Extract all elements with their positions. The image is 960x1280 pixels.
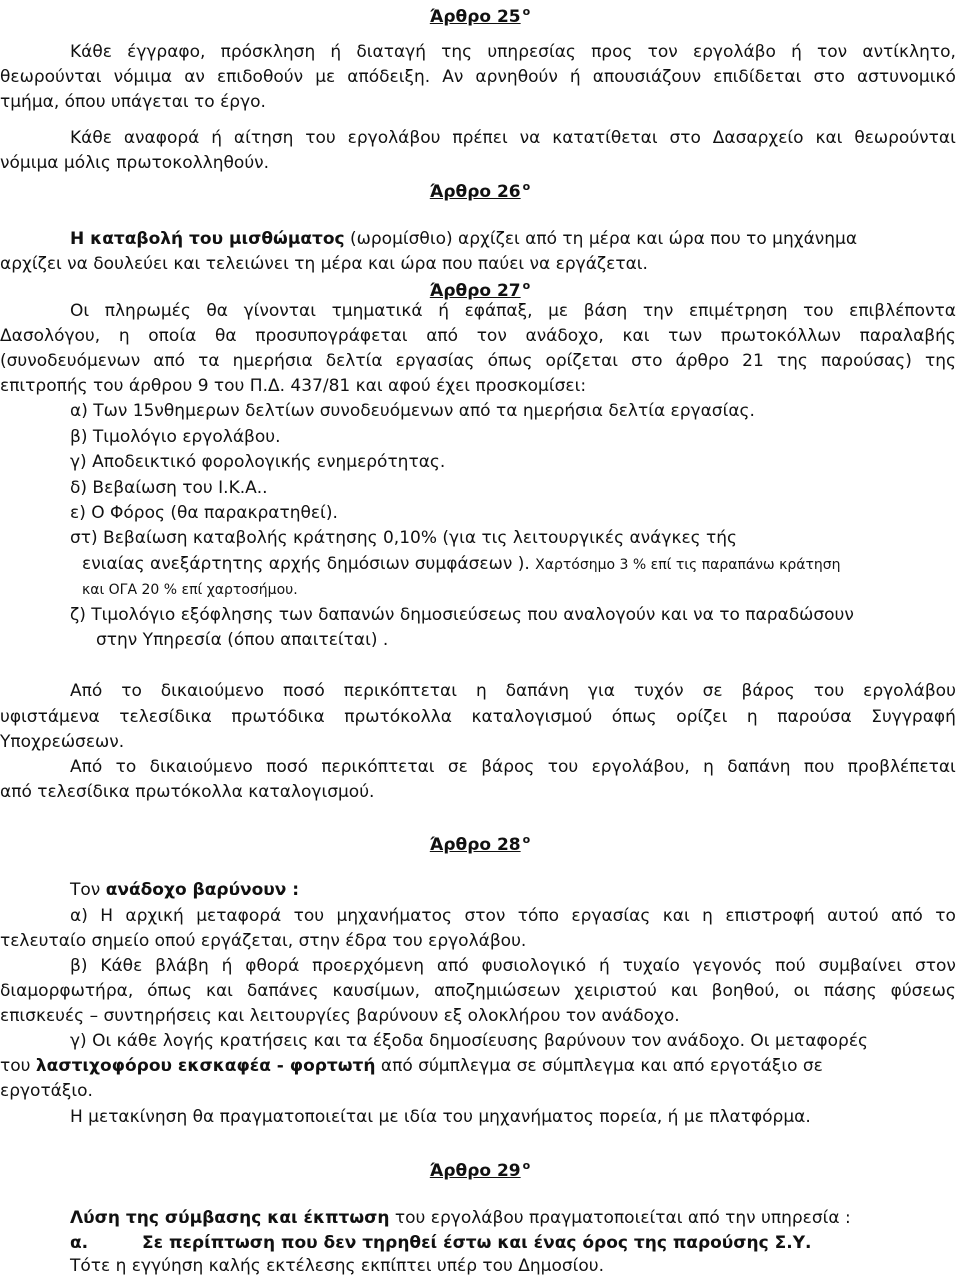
word: ορίζεται [545, 351, 619, 371]
article-29-line-1: Λύση της σύμβασης και έκπτωση του εργολάβου πραγματοποιείται από την υπηρεσία : [70, 1208, 851, 1228]
word: ποσό [283, 681, 325, 701]
word: αποζημιώσεων [433, 981, 561, 1001]
word: χειριστού [574, 981, 657, 1001]
article-27-line-3 [0, 351, 956, 371]
word: εργολάβου [347, 128, 441, 148]
word: οποία [148, 326, 197, 346]
list-item-z-line-2: στην Υπηρεσία (όπου απαιτείται) . [96, 630, 389, 650]
word: Συγγραφή [871, 707, 956, 727]
article-28-b-line-1 [70, 956, 956, 976]
word: Κάθε [70, 42, 112, 62]
word: τόπο [517, 906, 560, 926]
word: του [305, 128, 336, 148]
word: προβλέπεται [847, 757, 956, 777]
word: η [703, 757, 714, 777]
word: προς [591, 42, 633, 62]
article-27-para-1-line-2 [0, 707, 956, 727]
word: το [115, 757, 137, 777]
word: τμηματικά [331, 301, 423, 321]
word: καταλογισμού [471, 707, 593, 727]
word: Από [70, 681, 103, 701]
word: εργολάβου [863, 681, 956, 701]
word: φυσιολογικό [481, 956, 587, 976]
article-28-b-line-2 [0, 981, 956, 1001]
word: εργολάβου, [591, 757, 690, 777]
article-29-heading: Άρθρο 29 $^o$ [429, 1159, 531, 1181]
word: 21 [742, 351, 764, 371]
word: (συνοδευόμενων [0, 351, 141, 371]
article-27-para-2-line-2: από τελεσίδικα πρωτόκολλα καταλογισμού. [0, 782, 375, 802]
word: και [815, 128, 843, 148]
word: από [426, 326, 459, 346]
word: μεταφορά [196, 906, 282, 926]
word: με [548, 301, 569, 321]
word: Από [70, 757, 103, 777]
word: αρχική [125, 906, 184, 926]
article-29-line-2: α. Σε περίπτωση που δεν τηρηθεί έστω και ένας όρος της παρούσης Σ.Υ. [70, 1233, 812, 1253]
word: σε [702, 681, 723, 701]
word: του [293, 906, 325, 926]
list-item-st-line-3: και ΟΓΑ 20 % επί χαρτοσήμου. [82, 582, 298, 598]
word: ή [330, 42, 342, 62]
article-27-para-1-line-3: Υποχρεώσεων. [0, 732, 125, 752]
word: δαπάνες [246, 981, 319, 1001]
word: πρωτοκόλλων [720, 326, 841, 346]
word: επιδοθούν [216, 67, 304, 87]
word: εργασίας [395, 351, 475, 371]
list-item-c: γ) Αποδεικτικό φορολογικής ενημερότητας. [70, 452, 446, 472]
article-28-a-line-1 [70, 906, 956, 926]
word: ή [599, 956, 610, 976]
word: υφιστάμενα [0, 707, 100, 727]
word: εργολάβο [692, 42, 776, 62]
word: βάρος [741, 681, 795, 701]
article-28-b-line-3: επισκευές – συντηρήσεις και λειτουργίες βαρύνουν εξ ολοκλήρου τον ανάδοχο. [0, 1006, 680, 1026]
word: και [670, 981, 698, 1001]
word: διαταγή [356, 42, 426, 62]
word: τον [647, 42, 678, 62]
word: του [803, 301, 834, 321]
word: βάση [583, 301, 628, 321]
word: τυχαίο [622, 956, 680, 976]
word: ποσό [266, 757, 308, 777]
word: πρωτόδικα [231, 707, 325, 727]
word: αστυνομικό [856, 67, 956, 87]
word: πάσης [823, 981, 877, 1001]
word: πρωτόκολλα [344, 707, 452, 727]
word: τον [476, 326, 507, 346]
list-item-st-line-2: ενιαίας ανεξάρτητης αρχής δημόσιων συμφάσεων ). Χαρτόσημο 3 % επί τις παραπάνω κράτηση [82, 554, 841, 574]
article-25-heading: Άρθρο 25 $^o$ [429, 5, 531, 27]
word: το [121, 681, 142, 701]
word: Δασαρχείο [712, 128, 804, 148]
article-26-heading: Άρθρο 26 $^o$ [429, 180, 531, 202]
word: προερχόμενη [312, 956, 425, 976]
word: Οι [70, 301, 90, 321]
word: γίνονται [243, 301, 316, 321]
article-28-c-line-3: εργοτάξιο. [0, 1081, 93, 1101]
article-28-d-line-1: Η μετακίνηση θα πραγματοποιείται με ιδία του μηχανήματος πορεία, ή με πλατφόρμα. [70, 1107, 811, 1127]
word: αίτηση [233, 128, 294, 148]
word: περικόπτεται [343, 681, 457, 701]
word: βλάβη [155, 956, 209, 976]
article-26-line-2: αρχίζει να δουλεύει και τελειώνει τη μέρα και ώρα που παύει να εργάζεται. [0, 254, 648, 274]
article-27-line-4: επιτροπής του άρθρου 9 του Π.Δ. 437/81 και αφού έχει προσκομίσει: [0, 376, 587, 396]
word: οι [793, 981, 810, 1001]
article-27-para-2-line-1 [70, 757, 956, 777]
word: δικαιούμενο [160, 681, 265, 701]
article-26-line-1: Η καταβολή του μισθώματος (ωρομίσθιο) αρχίζει από τη μέρα και ώρα που το μηχάνημα [70, 229, 858, 249]
word: και [662, 906, 690, 926]
word: έγγραφο, [127, 42, 206, 62]
word: εργασίας [571, 906, 651, 926]
word: και [205, 981, 233, 1001]
word: και [622, 326, 650, 346]
word: α) [70, 906, 88, 926]
word: φύσεως [890, 981, 956, 1001]
word: τελεσίδικα [119, 707, 212, 727]
article-28-c-line-2: του λαστιχοφόρου εκσκαφέα - φορτωτή από σύμπλεγμα σε σύμπλεγμα και από εργοτάξιο σε [0, 1056, 823, 1076]
word: από [153, 351, 186, 371]
word: από [436, 956, 469, 976]
list-item-a: α) Των 15νθημερων δελτίων συνοδευόμενων από τα ημερήσια δελτία εργασίας. [70, 401, 755, 421]
word: που [803, 757, 835, 777]
word: αντίκλητο, [862, 42, 956, 62]
list-item-d: δ) Βεβαίωση του Ι.Κ.Α.. [70, 478, 268, 498]
word: ή [221, 956, 233, 976]
word: βοηθού, [711, 981, 780, 1001]
article-25-line-1 [70, 42, 956, 62]
word: το [935, 906, 956, 926]
word: ορίζει [676, 707, 728, 727]
word: αναφορά [123, 128, 200, 148]
word: δαπάνη [727, 757, 791, 777]
word: απουσιάζουν [592, 67, 702, 87]
word: παραλαβής [859, 326, 956, 346]
word: της [924, 351, 956, 371]
word: πρέπει [452, 128, 508, 148]
word: η [475, 681, 487, 701]
word: θα [206, 301, 228, 321]
word: επιμέτρηση [688, 301, 788, 321]
list-item-st-line-1: στ) Βεβαίωση καταβολής κράτησης 0,10% (για τις λειτουργικές ανάγκες τής [70, 528, 738, 548]
word: για [587, 681, 615, 701]
word: υπηρεσίας [487, 42, 576, 62]
list-item-e: ε) Ο Φόρος (θα παρακρατηθεί). [70, 503, 338, 523]
word: Κάθε [70, 128, 112, 148]
word: της [441, 42, 473, 62]
word: εφάπαξ, [464, 301, 533, 321]
word: Αν [442, 67, 464, 87]
word: με [315, 67, 336, 87]
article-28-intro: Τον ανάδοχο βαρύνουν : [70, 880, 300, 900]
word: από [890, 906, 923, 926]
word: περικόπτεται [321, 757, 435, 777]
word: πού [775, 956, 806, 976]
word: όπως [487, 351, 533, 371]
word: δαπάνη [505, 681, 569, 701]
word: επιδίδεται [713, 67, 802, 87]
word: στο [813, 67, 845, 87]
article-29-line-3: Τότε η εγγύηση καλής εκτέλεσης εκπίπτει υπέρ του Δημοσίου. [70, 1256, 605, 1276]
word: ή [438, 301, 449, 321]
article-25-line-3: τμήμα, όπου υπάγεται το έργο. [0, 92, 266, 112]
word: στο [631, 351, 663, 371]
word: τον [817, 42, 848, 62]
article-28-heading: Άρθρο 28 $^o$ [429, 833, 531, 855]
word: βάρος [481, 757, 535, 777]
word: θα [214, 326, 237, 346]
word: τα [198, 351, 220, 371]
word: η [118, 326, 130, 346]
word: απόδειξη. [347, 67, 431, 87]
article-25-line-5: νόμιμα μόλις πρωτοκολληθούν. [0, 153, 270, 173]
word: διαμορφωτήρα, [0, 981, 134, 1001]
word: δελτία [325, 351, 383, 371]
word: του [547, 757, 579, 777]
word: των [668, 326, 703, 346]
word: επιβλέποντα [849, 301, 956, 321]
word: θεωρούνται [0, 67, 102, 87]
word: κατατίθεται [552, 128, 658, 148]
word: στον [914, 956, 956, 976]
article-27-line-2 [0, 326, 956, 346]
word: στον [464, 906, 506, 926]
word: ημερήσια [232, 351, 313, 371]
word: τυχόν [633, 681, 684, 701]
word: ή [791, 42, 802, 62]
word: Δασολόγου, [0, 326, 101, 346]
word: πληρωμές [104, 301, 191, 321]
word: η [746, 707, 758, 727]
word: γεγονός [692, 956, 763, 976]
word: καυσίμων, [332, 981, 421, 1001]
word: δικαιούμενο [149, 757, 253, 777]
article-25-line-2 [0, 67, 956, 87]
word: ανάδοχο, [525, 326, 604, 346]
word: όπως [611, 707, 657, 727]
word: παρούσα [777, 707, 852, 727]
word: η [702, 906, 713, 926]
word: β) [70, 956, 88, 976]
word: αρνηθούν [475, 67, 558, 87]
article-25-line-4 [70, 128, 956, 148]
word: παρούσας) [820, 351, 912, 371]
word: Η [100, 906, 114, 926]
word: προσυπογράφεται [255, 326, 408, 346]
word: του [813, 681, 845, 701]
word: επιστροφή [725, 906, 815, 926]
word: ή [211, 128, 223, 148]
word: Κάθε [100, 956, 143, 976]
word: νόμιμα [113, 67, 173, 87]
word: αν [184, 67, 205, 87]
word: σε [447, 757, 468, 777]
word: πρόσκληση [220, 42, 316, 62]
article-28-c-line-1: γ) Οι κάθε λογής κρατήσεις και τα έξοδα δημοσίευσης βαρύνουν τον ανάδοχο. Οι μεταφορές [70, 1031, 868, 1051]
article-27-para-1-line-1 [70, 681, 956, 701]
article-27-line-1 [70, 301, 956, 321]
word: την [642, 301, 674, 321]
word: φθορά [245, 956, 300, 976]
article-27-heading: Άρθρο 27 $^o$ [429, 279, 531, 301]
article-28-a-line-2: τελευταίο σημείο οπού εργάζεται, στην έδρα του εργολάβου. [0, 931, 527, 951]
word: άρθρο [675, 351, 730, 371]
word: στο [669, 128, 701, 148]
word: να [519, 128, 541, 148]
list-item-z-line-1: ζ) Τιμολόγιο εξόφλησης των δαπανών δημοσιεύσεως που αναλογούν και να το παραδώσουν [70, 605, 854, 625]
list-item-b: β) Τιμολόγιο εργολάβου. [70, 427, 281, 447]
word: ή [569, 67, 581, 87]
word: μηχανήματος [336, 906, 453, 926]
word: συμβαίνει [818, 956, 903, 976]
word: όπως [147, 981, 193, 1001]
word: της [776, 351, 808, 371]
word: αυτού [827, 906, 879, 926]
word: θεωρούνται [854, 128, 956, 148]
